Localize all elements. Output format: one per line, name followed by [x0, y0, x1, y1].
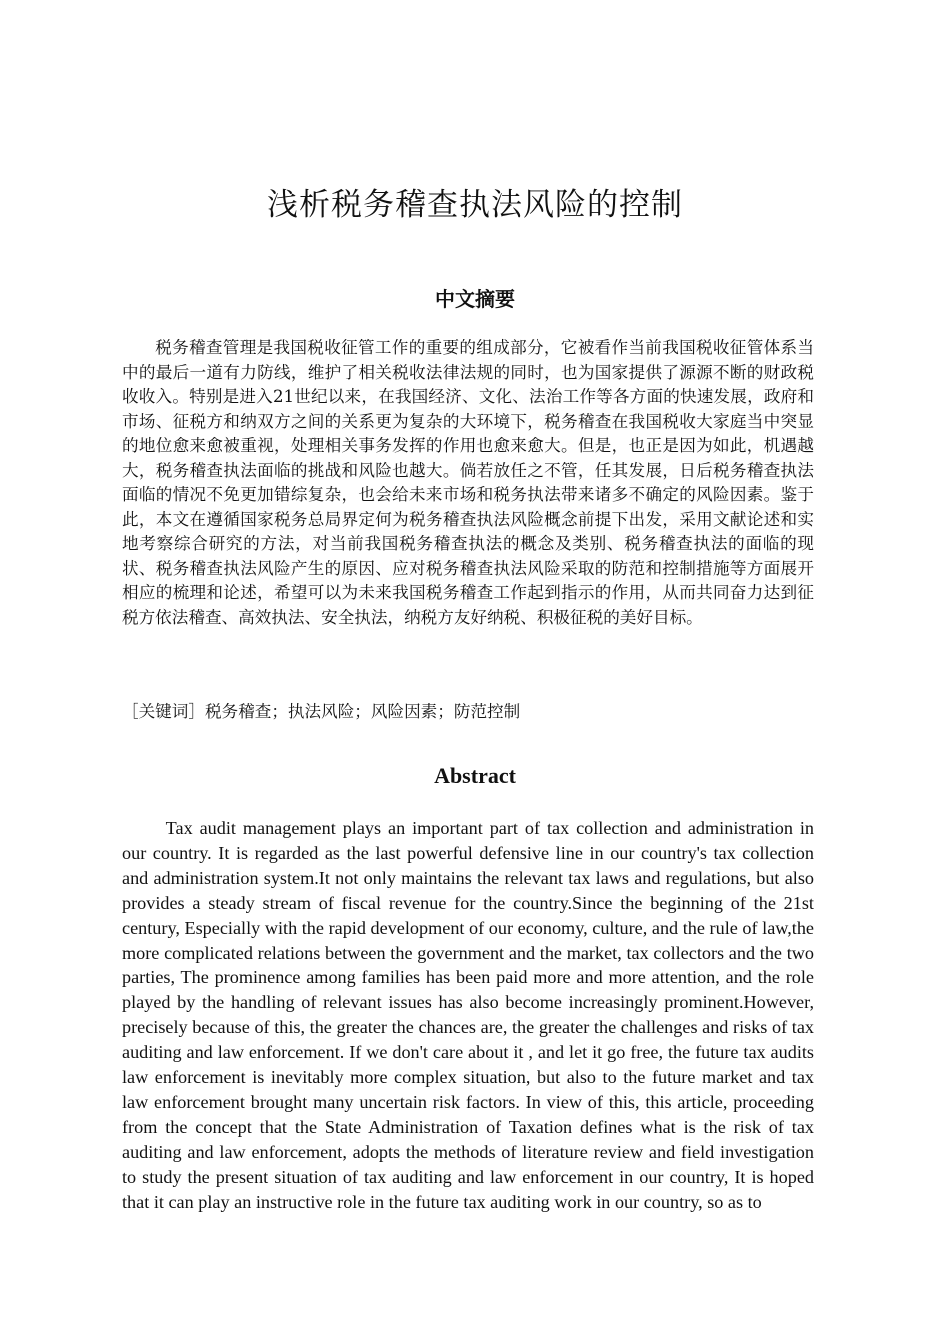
keywords-value: 税务稽查；执法风险；风险因素；防范控制 [204, 702, 521, 721]
english-abstract-body: Tax audit management plays an important part of tax collection and administration in our country. It is regarded as the last powerful defensive line in our country's tax collection and administration system.It not only maintains the relevant tax laws and regulations, but also provides a steady stream of fiscal revenue for the country.Since the beginning of the 21st century, Especially with the rapid development of our economy, culture, and the rule of law,the more complicated relations between the government and the market, tax collectors and the two parties, The prominence among families has been paid more and more attention, and the role played by the handling of relevant issues has also become increasingly prominent.However, precisely because of this, the greater the chances are, the greater the challenges and risks of tax auditing and law enforcement. If we don't care about it , and let it go free, the future tax audits law enforcement is inevitably more complex situation, but also to the future market and tax law enforcement brought many uncertain risk factors. In view of this, this article, proceeding from the concept that the State Administration of Taxation defines what is the risk of tax auditing and law enforcement, adopts the methods of literature review and field investigation to study the present situation of tax auditing and law enforcement in our country, It is hoped that it can play an instructive role in the future tax auditing work in our country, so as to [122, 818, 814, 1212]
document-title: 浅析税务稽查执法风险的控制 [267, 187, 683, 223]
english-abstract-heading: Abstract [434, 763, 516, 788]
keywords-label: ［关键词］ [122, 702, 205, 721]
chinese-abstract-body: 税务稽查管理是我国税收征管工作的重要的组成部分，它被看作当前我国税收征管体系当中的最后一道有力防线，维护了相关税收法律法规的同时，也为国家提供了源源不断的财政税收收入。特别是进入21世纪以来，在我国经济、文化、法治工作等各方面的快速发展，政府和市场、征税方和纳双方之间的关系更为复杂的大环境下，税务稽查在我国税收大家庭当中突显的地位愈来愈被重视，处理相关事务发挥的作用也愈来愈大。但是，也正是因为如此，机遇越大，税务稽查执法面临的挑战和风险也越大。倘若放任之不管，任其发展，日后税务稽查执法面临的情况不免更加错综复杂，也会给未来市场和税务执法带来诸多不确定的风险因素。鉴于此，本文在遵循国家税务总局界定何为税务稽查执法风险概念前提下出发，采用文献论述和实地考察综合研究的方法，对当前我国税务稽查执法的概念及类别、税务稽查执法的面临的现状、税务稽查执法风险产生的原因、应对税务稽查执法风险采取的防范和控制措施等方面展开相应的梳理和论述，希望可以为未来我国税务稽查工作起到指示的作用，从而共同奋力达到征税方依法稽查、高效执法、安全执法，纳税方友好纳税、积极征税的美好目标。 [122, 338, 814, 627]
keywords-line [122, 700, 814, 724]
chinese-abstract-heading: 中文摘要 [435, 287, 515, 311]
